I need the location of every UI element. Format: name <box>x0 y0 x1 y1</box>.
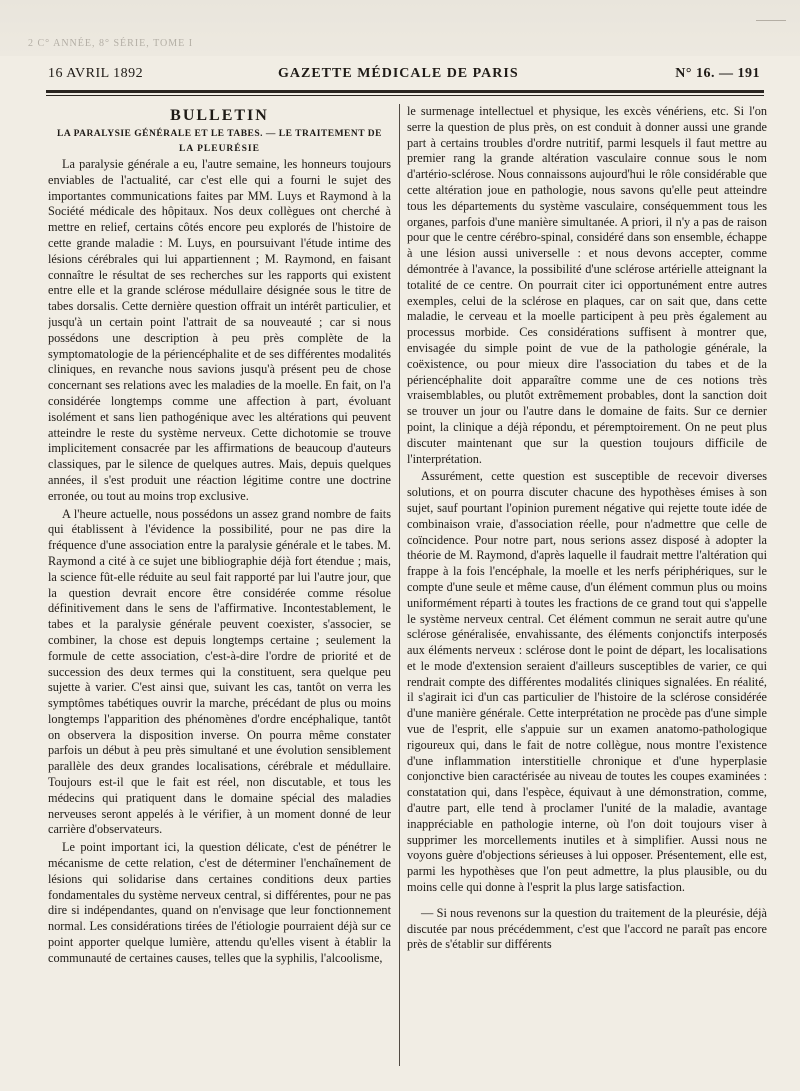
paragraph: A l'heure actuelle, nous possédons un assez grand nombre de faits qui établissent à l'évidence la possibilité, pour ne pas dire la fréquence d'une association entre la paralysie générale et le tabes. M. Raymond a cité à ce sujet une bibliographie déjà fort étendue ; mais, la science fût-elle réduite au seul fait rapporté par lui l'autre jour, que la question devrait encore être considérée comme résolue définitivement dans le sens de l'affirmative. Incontestablement, le tabes et la paralysie générale peuvent coexister, s'associer, se combiner, la chose est depuis longtemps certaine ; seulement la formule de cette association, c'est-à-dire l'ordre de priorité et de succession des deux termes qui la constituent, sera quelque peu sujette à varier. C'est ainsi que, suivant les cas, tantôt on verra les symptômes tabétiques ouvrir la marche, précédant de plus ou moins longtemps l'apparition des phénomènes d'ordre encéphalique, tantôt on observera la disposition inverse. On pourra même constater parfois un début à peu près simultané et une évolution sensiblement parallèle des deux grandes localisations, cérébrale et médullaire. Toujours est-il que le fait est réel, non discutable, et tous les médecins qui pratiquent dans le domaine spécial des maladies nerveuses seront appelés à le vérifier, à un moment donné de leur carrière d'observateurs. <box>48 506 391 837</box>
paragraph: le surmenage intellectuel et physique, les excès vénériens, etc. Si l'on serre la question de plus près, on est conduit à donner aussi une grande part à certains troubles d'ordre nutritif, parmi lesquels il faut mettre au premier rang la grande altération vasculaire connue sous le nom d'artério-sclérose. Nous connaissons aujourd'hui le rôle considérable que cette altération joue en pathologie, nous savons qu'elle peut atteindre tous les départements du système vasculaire, conséquemment tous les organes, parfois d'une manière simultanée. A priori, il n'y a pas de raison pour que le centre cérébro-spinal, considéré dans son ensemble, échappe à une lésion aussi universelle : et nous devons accepter, comme démontrée à l'avance, la possibilité d'une sclérose artérielle atteignant la totalité de ce centre. On pourrait citer ici opportunément entre autres exemples, celui de la sclérose en plaques, car on sait que, dans cette maladie, le cerveau et la moelle participent à peu près également au processus morbide. Ces considérations suffisent à montrer que, envisagée du simple point de vue de la pathologie générale, la coëxistence, ou pour mieux dire l'association du tabes et de la périencéphalite doit apparaître comme une de ces notions très vraisemblables, ou plutôt extrêmement probables, dont la sanction doit se trouver un jour ou l'autre dans le domaine de faits. Sur ce dernier point, la clinique a déjà répondu, et péremptoirement. On ne peut plus discuter maintenant que sur la question toujours difficile de l'interprétation. <box>407 104 767 466</box>
header-rule-thin <box>46 95 764 96</box>
header-title: GAZETTE MÉDICALE DE PARIS <box>278 66 519 81</box>
page-header <box>48 64 760 86</box>
right-column <box>407 104 767 1066</box>
header-rule-thick <box>46 90 764 93</box>
section-subhead: LA PARALYSIE GÉNÉRALE ET LE TABES. — LE TRAITEMENT DE <box>57 129 382 139</box>
show-through-line: 2 C° ANNÉE, 8° SÉRIE, TOME I <box>28 38 194 49</box>
left-column <box>48 104 391 1066</box>
corner-mark <box>756 20 786 21</box>
paragraph: Assurément, cette question est susceptible de recevoir diverses solutions, et on pourra discuter chacune des hypothèses émises à son sujet, sauf pourtant l'opinion purement négative qui rejette toute idée de combinaison vraie, d'association réelle, pour n'admettre que celle de coïncidence. Pour notre part, nous serions assez disposé à adopter la théorie de M. Raymond, d'après laquelle il faudrait mettre l'altération qui frappe à la fois l'encéphale, la moelle et les nerfs périphériques, sur le compte d'une seule et même cause, d'un élément commun plus ou moins uniformément réparti à toutes les fractions de ce grand tout qui s'appelle le système nerveux central. Cet élément commun ne serait autre qu'une sclérose généralisée, envahissante, des éléments conjonctifs interposés aux éléments nerveux : sclérose dont le point de départ, les localisations et le mode d'extension seraient d'ailleurs susceptibles de varier, ce qui rendrait compte des différentes modalités cliniques signalées. En réalité, il s'agirait ici d'un cas particulier de l'histoire de la sclérose considérée d'une manière générale. Cette interprétation ne procède pas d'une simple vue de l'esprit, elle s'appuie sur un examen anatomo-pathologique rigoureux qui, dans le fait de notre collègue, nous montre l'existence d'une inflammation interstitielle chronique et d'une hyperplasie conjonctive bien caractérisée au niveau de toutes les coupes examinées : constatation qui, dans l'espèce, équivaut à une démonstration, comme, d'autre part, elle tend à proclamer l'unité de la maladie, avantage inappréciable en pathologie interne, où l'on doit toujours viser à supprimer les morcellements inutiles et à simplifier. Aussi nous ne voyons guère d'objections sérieuses à lui opposer. Présentement, elle est, parmi les hypothèses que l'on peut admettre, la plus plausible, ou du moins celle qui donne à l'esprit la plus large satisfaction. <box>407 469 767 895</box>
column-divider <box>399 104 400 1066</box>
header-issue-number: N° 16. — 191 <box>675 66 760 81</box>
paragraph: Le point important ici, la question délicate, c'est de pénétrer le mécanisme de cette relation, c'est de déterminer l'enchaînement de lésions qui solidarise dans certaines conditions deux parties fondamentales du système nerveux central, si différentes, pour ne pas dire si indépendantes, quand on n'envisage que leur fonctionnement normal. Les considérations tirées de l'étiologie pourraient déjà sur ce point apporter quelque lumière, attendu qu'elles visent à établir la communauté de certaines causes, telles que la syphilis, l'alcoolisme, <box>48 840 391 965</box>
paragraph-gap <box>407 896 767 906</box>
paragraph: La paralysie générale a eu, l'autre semaine, les honneurs toujours enviables de l'actualité, car c'est elle qui a fourni le sujet des importantes communications faites par MM. Luys et Raymond à la Société médicale des hôpitaux. Nos deux collègues ont cherché à mettre en relief, certains côtés encore peu explorés de l'histoire de cette grande maladie : M. Luys, en poursuivant l'étude intime des lésions cérébrales qui lui appartiennent ; M. Raymond, en faisant connaître le résultat de ses recherches sur les rapports qui existent entre elle et la grande sclérose médullaire désignée sous le titre de tabes dorsalis. Cette dernière question offrait un intérêt particulier, et jusqu'à un certain point l'attrait de sa nouveauté ; car si nous possédons une description à peu près complète de la symptomatologie de la périencéphalite et de ses différentes modalités cliniques, en revanche nous savions jusqu'à présent peu de chose concernant ses relations avec les maladies de la moelle. En fait, on l'a considérée longtemps comme une affection à part, évoluant isolément et sans lien pathogénique avec les altérations qui peuvent atteindre le reste du système nerveux. Cette dichotomie se trouve implicitement consacrée par les affirmations de beaucoup d'auteurs classiques, par le silence de quelques autres. Mais, depuis quelques années, il s'est produit une réaction légitime contre une doctrine erronée, ou tout au moins trop exclusive. <box>48 157 391 503</box>
paragraph: — Si nous revenons sur la question du traitement de la pleurésie, déjà discutée par nous précédemment, c'est que l'accord ne paraît pas encore près de s'établir sur différents <box>407 905 767 952</box>
section-subhead-continued: LA PLEURÉSIE <box>179 144 260 154</box>
header-date: 16 AVRIL 1892 <box>48 66 144 81</box>
section-title: BULLETIN <box>170 107 269 124</box>
